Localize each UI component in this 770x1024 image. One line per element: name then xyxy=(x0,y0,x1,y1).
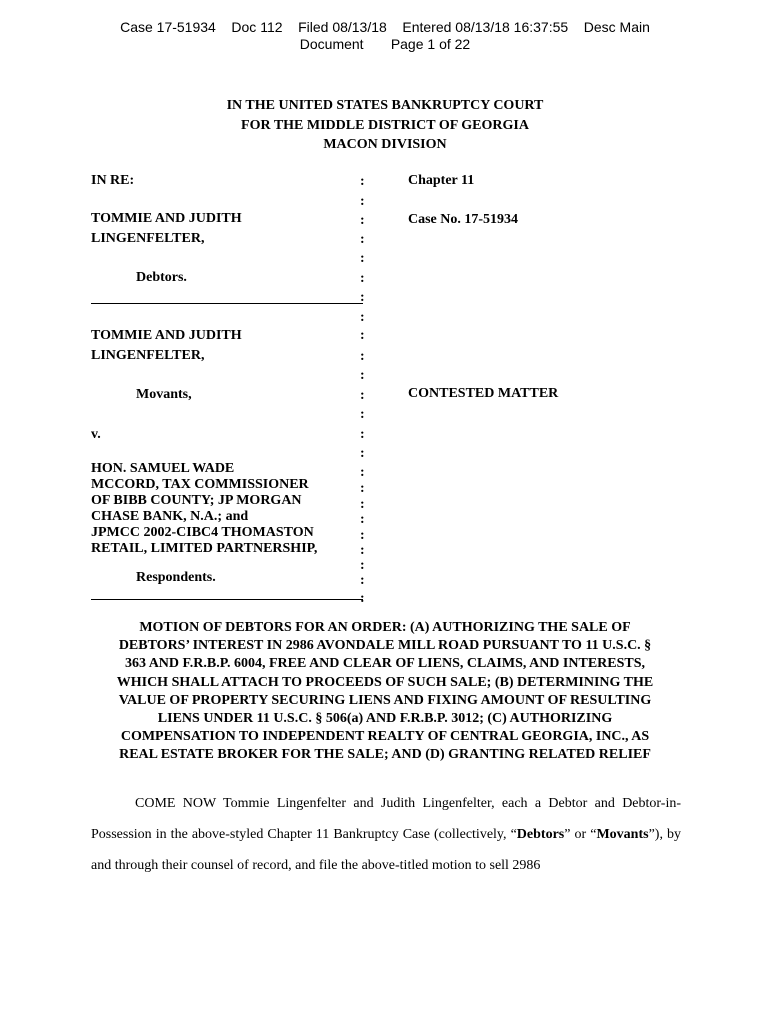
caption-colon: : xyxy=(360,310,365,325)
movants-names-line1: TOMMIE AND JUDITH xyxy=(91,328,242,343)
court-district: FOR THE MIDDLE DISTRICT OF GEORGIA xyxy=(241,117,529,133)
document-label-stamp: Document xyxy=(299,36,364,52)
description-stamp: Desc Main xyxy=(583,19,650,35)
caption-colon: : xyxy=(360,328,365,343)
movants-names-line2: LINGENFELTER, xyxy=(91,348,205,363)
motion-title xyxy=(80,619,690,765)
paragraph-text: COME NOW Tommie Lingenfelter and Judith Lingenfelter, each a Debtor and Debtor-in-Possession in the above-styled Chapter 11 Bankruptcy Case (collectively, “ xyxy=(91,796,681,842)
debtors-label: Debtors. xyxy=(136,270,187,285)
respondents-line4: CHASE BANK, N.A.; and xyxy=(91,509,249,524)
motion-title-line: WHICH SHALL ATTACH TO PROCEEDS OF SUCH SALE; (B) DETERMINING THE xyxy=(116,674,654,690)
caption-colon: : xyxy=(360,388,365,403)
respondents-line1: HON. SAMUEL WADE xyxy=(91,461,235,476)
respondents-line5: JPMCC 2002-CIBC4 THOMASTON xyxy=(91,525,314,540)
caption-colon: : xyxy=(360,427,365,442)
motion-title-line: VALUE OF PROPERTY SECURING LIENS AND FIXING AMOUNT OF RESULTING xyxy=(118,692,652,708)
caption-colon: : xyxy=(360,194,365,209)
page-count-stamp: Page 1 of 22 xyxy=(390,36,471,52)
filing-header xyxy=(0,19,770,53)
caption-colon: : xyxy=(360,251,365,266)
defined-term-movants: Movants xyxy=(596,827,649,842)
court-heading xyxy=(0,96,770,155)
respondents-label: Respondents. xyxy=(136,570,216,585)
entered-date-stamp: Entered 08/13/18 16:37:55 xyxy=(402,19,569,35)
caption-colon: : xyxy=(360,573,365,588)
court-division: MACON DIVISION xyxy=(323,137,447,152)
defined-term-debtors: Debtors xyxy=(516,827,565,842)
caption-colon: : xyxy=(360,290,365,305)
caption-colon: : xyxy=(360,174,365,189)
motion-title-line: COMPENSATION TO INDEPENDENT REALTY OF CENTRAL GEORGIA, INC., AS xyxy=(120,729,650,745)
caption-colon: : xyxy=(360,368,365,383)
in-re-label: IN RE: xyxy=(91,173,135,188)
respondents-line3: OF BIBB COUNTY; JP MORGAN xyxy=(91,493,302,508)
docket-number-stamp: Doc 112 xyxy=(231,19,283,35)
motion-title-line: MOTION OF DEBTORS FOR AN ORDER: (A) AUTHORIZING THE SALE OF xyxy=(139,620,631,635)
caption-colon: : xyxy=(360,465,365,480)
caption-colon: : xyxy=(360,232,365,247)
motion-title-line: REAL ESTATE BROKER FOR THE SALE; AND (D) GRANTING RELATED RELIEF xyxy=(119,747,651,763)
caption-colon: : xyxy=(360,591,365,606)
caption-bottom-rule xyxy=(91,599,363,600)
caption-colon: : xyxy=(360,213,365,228)
caption-colon: : xyxy=(360,497,365,512)
motion-title-line: DEBTORS’ INTEREST IN 2986 AVONDALE MILL ROAD PURSUANT TO 11 U.S.C. § xyxy=(118,638,652,654)
paragraph-text: ” or “ xyxy=(564,827,597,842)
motion-title-line: 363 AND F.R.B.P. 6004, FREE AND CLEAR OF LIENS, CLAIMS, AND INTERESTS, xyxy=(124,656,646,672)
contested-matter-label: CONTESTED MATTER xyxy=(408,386,559,401)
chapter-label: Chapter 11 xyxy=(408,173,475,188)
versus-label: v. xyxy=(91,427,101,442)
caption-colon: : xyxy=(360,446,365,461)
motion-body xyxy=(91,788,681,881)
debtors-names-line2: LINGENFELTER, xyxy=(91,231,205,246)
caption-colon: : xyxy=(360,528,365,543)
case-number-stamp: Case 17-51934 xyxy=(120,19,216,35)
caption-colon: : xyxy=(360,558,365,573)
opening-paragraph xyxy=(91,788,681,881)
caption-colon: : xyxy=(360,407,365,422)
caption-colon: : xyxy=(360,271,365,286)
caption-colon: : xyxy=(360,481,365,496)
caption-colon: : xyxy=(360,349,365,364)
motion-title-line: LIENS UNDER 11 U.S.C. § 506(a) AND F.R.B.P. 3012; (C) AUTHORIZING xyxy=(157,711,613,727)
paragraph-text: ”), by and through their counsel of record, and file the above-titled motion to sell 2986 xyxy=(91,827,681,873)
filed-date-stamp: Filed 08/13/18 xyxy=(298,19,387,35)
respondents-line2: MCCORD, TAX COMMISSIONER xyxy=(91,477,309,492)
case-number-label: Case No. 17-51934 xyxy=(408,212,519,227)
respondents-line6: RETAIL, LIMITED PARTNERSHIP, xyxy=(91,541,318,556)
caption-colon: : xyxy=(360,543,365,558)
debtors-names-line1: TOMMIE AND JUDITH xyxy=(91,211,242,226)
caption-colon: : xyxy=(360,512,365,527)
court-name: IN THE UNITED STATES BANKRUPTCY COURT xyxy=(226,98,544,113)
caption-divider-rule xyxy=(91,303,363,304)
movants-label: Movants, xyxy=(136,387,192,402)
